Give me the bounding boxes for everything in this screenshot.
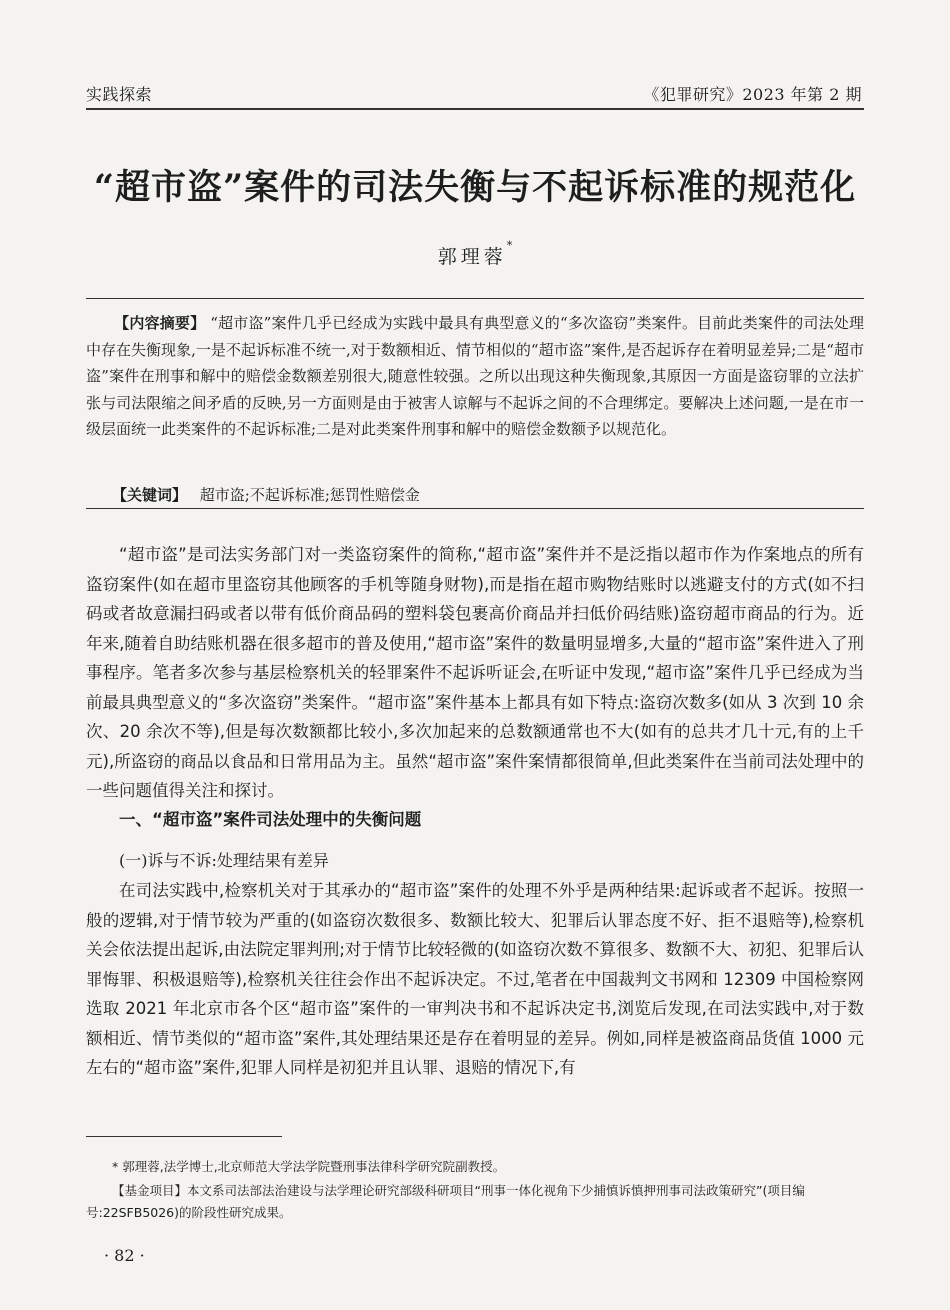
abstract-bottom-rule <box>86 508 864 509</box>
section-heading: 一、“超市盗”案件司法处理中的失衡问题 <box>119 810 422 829</box>
keywords <box>112 484 420 505</box>
running-header-journal: 《犯罪研究》2023 年第 2 期 <box>643 85 862 104</box>
subsection-heading: (一)诉与不诉:处理结果有差异 <box>119 851 329 870</box>
page-number: · 82 · <box>104 1246 145 1265</box>
keywords-label: 【关键词】 <box>112 486 188 504</box>
abstract <box>86 310 864 443</box>
abstract-text: “超市盗”案件几乎已经成为实践中最具有典型意义的“多次盗窃”类案件。目前此类案件的司法处理中存在失衡现象,一是不起诉标准不统一,对于数额相近、情节相似的“超市盗”案件,是否起诉存在着明显差异;二是“超市盗”案件在刑事和解中的赔偿金数额差别很大,随意性较强。之所以出现这种失衡现象,其原因一方面是盗窃罪的立法扩张与司法限缩之间矛盾的反映,另一方面则是由于被害人谅解与不起诉之间的不合理绑定。要解决上述问题,一是在市一级层面统一此类案件的不起诉标准;二是对此类案件刑事和解中的赔偿金数额予以规范化。 <box>86 314 864 439</box>
author-name: 郭理蓉 <box>437 246 507 268</box>
article-author <box>0 239 950 269</box>
footnote-fund: 【基金项目】本文系司法部法治建设与法学理论研究部级科研项目“刑事一体化视角下少捕慎诉慎押刑事司法政策研究”(项目编号:22SFB5026)的阶段性研究成果。 <box>86 1183 805 1220</box>
footnote-author: * 郭理蓉,法学博士,北京师范大学法学院暨刑事法律科学研究院副教授。 <box>112 1159 506 1174</box>
author-footnote-mark: * <box>506 239 513 252</box>
running-header-section: 实践探索 <box>86 85 153 104</box>
abstract-label: 【内容摘要】 <box>114 314 206 332</box>
abstract-top-rule <box>86 298 864 299</box>
header-rule <box>86 108 864 110</box>
article-title: “超市盗”案件的司法失衡与不起诉标准的规范化 <box>93 167 857 208</box>
footnote-rule <box>86 1136 282 1137</box>
keywords-text: 超市盗;不起诉标准;惩罚性赔偿金 <box>199 486 420 504</box>
body-paragraph-2: 在司法实践中,检察机关对于其承办的“超市盗”案件的处理不外乎是两种结果:起诉或者不起诉。按照一般的逻辑,对于情节较为严重的(如盗窃次数很多、数额比较大、犯罪后认罪态度不好、拒不退赔等),检察机关会依法提出起诉,由法院定罪判刑;对于情节比较轻微的(如盗窃次数不算很多、数额不大、初犯、犯罪后认罪悔罪、积极退赔等),检察机关往往会作出不起诉决定。不过,笔者在中国裁判文书网和 12309 中国检察网选取 2021 年北京市各个区“超市盗”案件的一审判决书和不起诉决定书,浏览后发现,在司法实践中,对于数额相近、情节类似的“超市盗”案件,其处理结果还是存在着明显的差异。例如,同样是被盗商品货值 1000 元左右的“超市盗”案件,犯罪人同样是初犯并且认罪、退赔的情况下,有 <box>86 881 864 1077</box>
body-paragraph-intro: “超市盗”是司法实务部门对一类盗窃案件的简称,“超市盗”案件并不是泛指以超市作为作案地点的所有盗窃案件(如在超市里盗窃其他顾客的手机等随身财物),而是指在超市购物结账时以逃避支付的方式(如不扫码或者故意漏扫码或者以带有低价商品码的塑料袋包裹高价商品并扫低价码结账)盗窃超市商品的行为。近年来,随着自助结账机器在很多超市的普及使用,“超市盗”案件的数量明显增多,大量的“超市盗”案件进入了刑事程序。笔者多次参与基层检察机关的轻罪案件不起诉听证会,在听证中发现,“超市盗”案件几乎已经成为当前最具典型意义的“多次盗窃”类案件。“超市盗”案件基本上都具有如下特点:盗窃次数多(如从 3 次到 10 余次、20 余次不等),但是每次数额都比较小,多次加起来的总数额通常也不大(如有的总共才几十元,有的上千元),所盗窃的商品以食品和日常用品为主。虽然“超市盗”案件案情都很简单,但此类案件在当前司法处理中的一些问题值得关注和探讨。 <box>86 545 864 800</box>
